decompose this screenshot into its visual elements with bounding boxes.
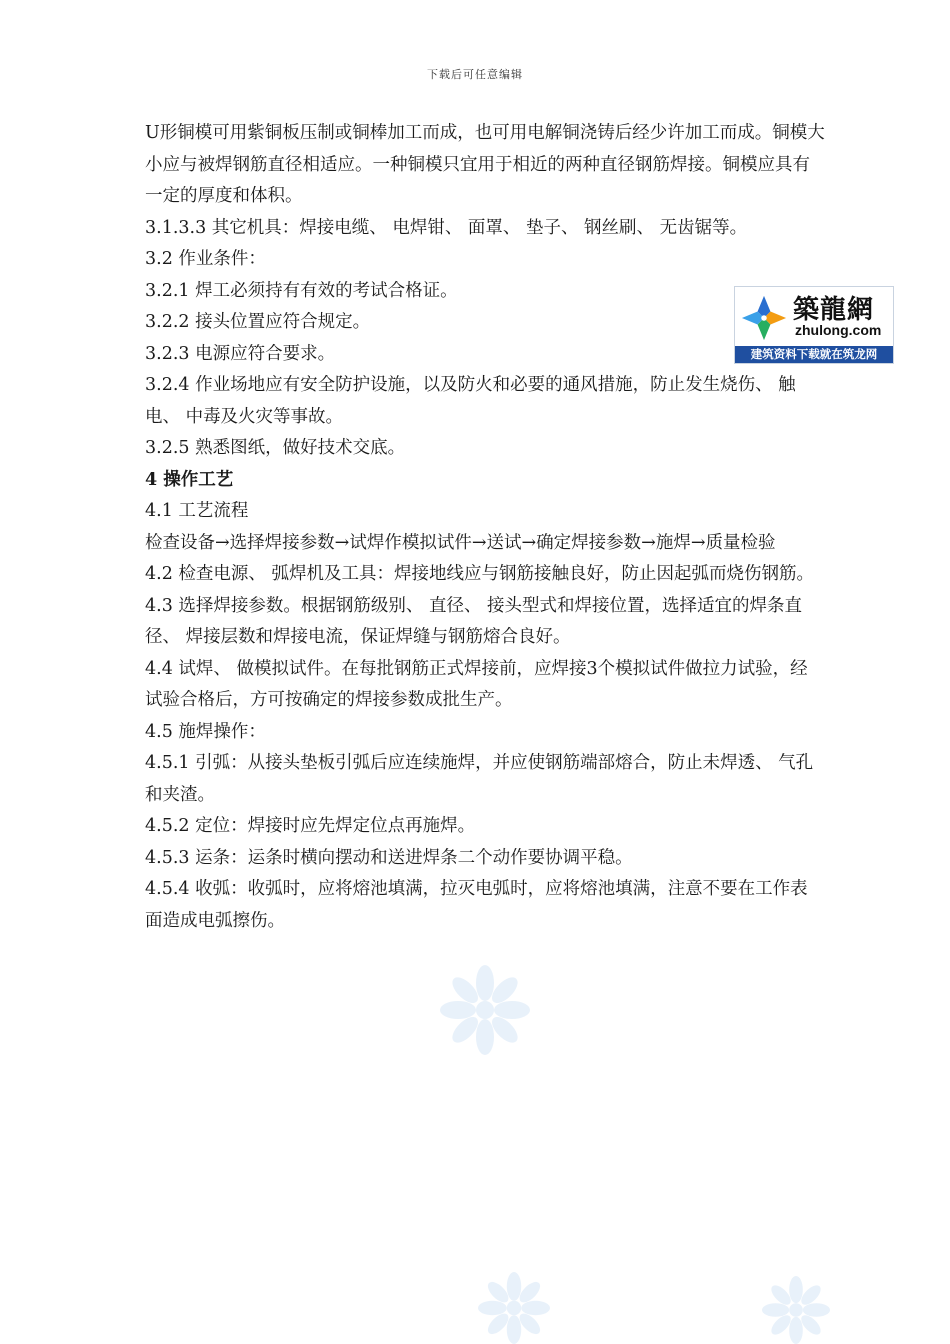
logo-chinese-name: 築龍網 [793, 295, 875, 325]
paragraph: 4.5.2 定位：焊接时应先焊定位点再施焊。 [145, 816, 476, 836]
paragraph: U形铜模可用紫铜板压制或铜棒加工而成，也可用电解铜浇铸后经少许加工而成。铜模大小应与被焊钢筋直径相适应。一种铜模只宜用于相近的两种直径钢筋焊接。铜模应具有一定的厚度和体积。 [145, 123, 825, 206]
paragraph: 4.4 试焊、 做模拟试件。在每批钢筋正式焊接前，应焊接3个模拟试件做拉力试验，经试验合格后，方可按确定的焊接参数成批生产。 [145, 658, 808, 710]
paragraph: 3.2.4 作业场地应有安全防护设施，以及防火和必要的通风措施，防止发生烧伤、 触电、 中毒及火灾等事故。 [145, 375, 796, 427]
watermark-flower-icon [762, 1276, 830, 1344]
paragraph: 4.5 施焊操作： [145, 721, 266, 742]
paragraph: 3.1.3.3 其它机具：焊接电缆、 电焊钳、 面罩、 垫子、 钢丝刷、 无齿锯等。 [145, 217, 748, 238]
paragraph: 3.2.2 接头位置应符合规定。 [145, 312, 371, 332]
watermark-flower-icon [440, 965, 530, 1055]
watermark-flower-icon [478, 1272, 550, 1344]
paragraph: 3.2.5 熟悉图纸，做好技术交底。 [145, 438, 406, 458]
paragraph: 4.2 检查电源、 弧焊机及工具：焊接地线应与钢筋接触良好，防止因起弧而烧伤钢筋。 [145, 564, 814, 584]
paragraph: 检查设备→选择焊接参数→试焊作模拟试件→送试→确定焊接参数→施焊→质量检验 [145, 532, 776, 553]
zhulong-logo [734, 286, 894, 364]
paragraph: 3.2.1 焊工必须持有有效的考试合格证。 [145, 280, 458, 301]
paragraph: 4.5.4 收弧：收弧时，应将熔池填满，拉灭电弧时，应将熔池填满，注意不要在工作表面造成电弧擦伤。 [145, 879, 808, 931]
logo-domain: zhulong.com [795, 322, 882, 338]
document-body [145, 118, 825, 937]
paragraph: 4.3 选择焊接参数。根据钢筋级别、 直径、 接头型式和焊接位置，选择适宜的焊条直径、 焊接层数和焊接电流，保证焊缝与钢筋熔合良好。 [145, 595, 803, 647]
paragraph: 3.2.3 电源应符合要求。 [145, 343, 336, 364]
paragraph: 4.5.1 引弧：从接头垫板引弧后应连续施焊，并应使钢筋端部熔合，防止未焊透、 气孔和夹渣。 [145, 753, 814, 805]
paragraph: 3.2 作业条件： [145, 249, 266, 269]
logo-slogan: 建筑资料下载就在筑龙网 [735, 346, 893, 363]
paragraph: 4.1 工艺流程 [145, 501, 249, 521]
header-note: 下载后可任意编辑 [427, 68, 523, 81]
paragraph: 4.5.3 运条：运条时横向摆动和送进焊条二个动作要协调平稳。 [145, 847, 633, 868]
zhulong-mark-icon [741, 295, 787, 341]
section-heading: 4 操作工艺 [145, 469, 234, 490]
